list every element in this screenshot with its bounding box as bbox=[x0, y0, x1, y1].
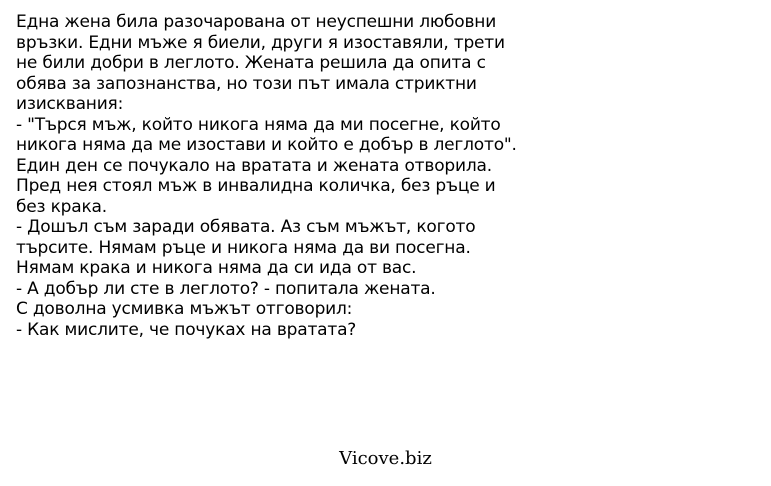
joke-line: С доволна усмивка мъжът отговорил: bbox=[16, 299, 353, 319]
joke-line: без крака. bbox=[16, 196, 107, 217]
site-watermark: Vicove.biz bbox=[339, 448, 432, 469]
joke-line: - Как мислите, че почуках на вратата? bbox=[16, 319, 357, 340]
joke-line: връзки. Едни мъже я биели, други я изоставяли, трети bbox=[16, 32, 505, 53]
joke-line: Пред нея стоял мъж в инвалидна количка, без ръце и bbox=[16, 176, 496, 196]
joke-line: не били добри в леглото. Жената решила да опита с bbox=[16, 53, 486, 73]
joke-line: търсите. Нямам ръце и никога няма да ви посегна. bbox=[16, 237, 471, 258]
joke-line: обява за запознанства, но този път имала стриктни bbox=[16, 73, 477, 94]
joke-line: никога няма да ме изостави и който е добър в леглото". bbox=[16, 135, 517, 155]
joke-line: Един ден се почукало на вратата и жената отворила. bbox=[16, 155, 492, 176]
joke-line: изисквания: bbox=[16, 94, 124, 114]
joke-line: - "Търся мъж, който никога няма да ми посегне, който bbox=[16, 114, 501, 135]
joke-line: Нямам крака и никога няма да си ида от вас. bbox=[16, 258, 417, 278]
joke-line: Една жена била разочарована от неуспешни любовни bbox=[16, 12, 497, 32]
joke-line: - А добър ли сте в леглото? - попитала жената. bbox=[16, 278, 436, 299]
joke-text bbox=[16, 12, 756, 340]
joke-line: - Дошъл съм заради обявата. Аз съм мъжът, когото bbox=[16, 217, 476, 237]
